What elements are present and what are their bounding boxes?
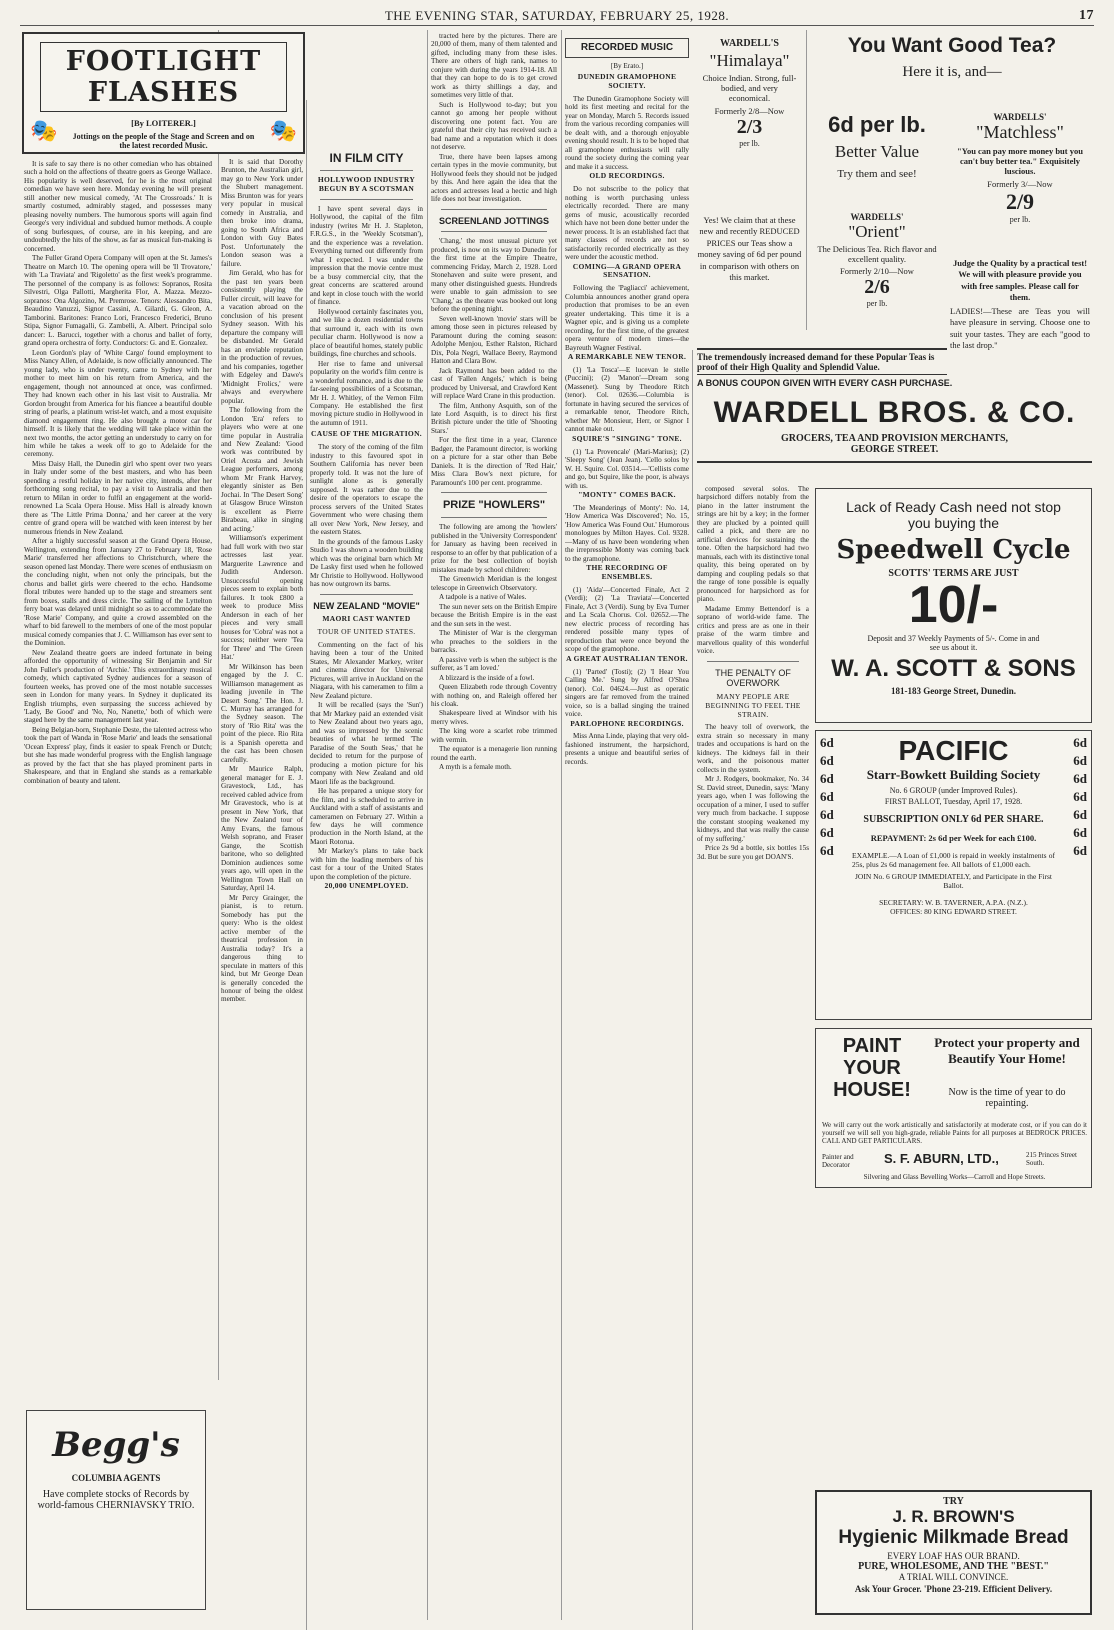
paragraph: Shakespeare lived at Windsor with his merry wives. [431,709,557,726]
wardell-bros-sub: GROCERS, TEA AND PROVISION MERCHANTS, [780,433,1009,444]
paragraph: Do not subscribe to the policy that nothing is worth purchasing unless electrically recorded. There are many gems of music, acoustically recorded which have not been done better under the newer process. It is an established fact that many classes of records are not so satisfactorily recorded electrically as they were under the acoustic method. [565,185,689,262]
paragraph: The heavy toll of overwork, the extra strain so necessary in many trades and occupations is hard on the kidneys. The kidneys fail in their work, and the poisonous matter collects in the system. [697,723,809,774]
pacific-join: JOIN No. 6 GROUP IMMEDIATELY, and Participate in the First Ballot. [855,872,1052,890]
browns-pure: PURE, WHOLESOME, AND THE "BEST." [858,1561,1049,1572]
speedwell-deposit: Deposit and 37 Weekly Payments of 5/-. Come in and see us about it. [867,634,1040,652]
subheading: A REMARKABLE NEW TENOR. [567,352,687,362]
orient-price: 2/6 [864,276,890,298]
sixd: 6d [1073,771,1087,786]
paragraph: Jack Raymond has been added to the cast of 'Fallen Angels,' which is being produced by Universal, and Crawford Kent will replace Ward Crane in this production. [431,366,557,401]
paragraph: The film, Anthony Asquith, son of the late Lord Asquith, is to direct his first British picture under the title of 'Shooting Stars.' [431,401,557,435]
sixd: 6d [820,825,834,840]
paragraph: In the grounds of the famous Lasky Studio I was shown a wooden building which was the original barn which Mr De Lasky first used when he followed Mr Christie to Hollywood. Hollywood has now outgrown its barns. [310,537,423,589]
matchless-ad [950,112,1090,224]
recorded-byline: [By Erato.] [610,61,644,70]
speedwell-lack: Lack of Ready Cash need not stop you buying the [846,499,1061,531]
sixd: 6d [1073,735,1087,750]
divider [707,661,799,662]
good-tea-sub: Here it is, and— [902,64,1002,80]
page-number: 17 [1079,8,1094,23]
himalaya-name: "Himalaya" [709,51,790,70]
divider [441,231,547,232]
browns-try: TRY [943,1496,964,1507]
beggs-ad [26,1410,206,1610]
paragraph: Miss Anna Linde, playing that very old-fashioned instrument, the harpsichord, presents a unique and beautiful series of records. [565,732,689,766]
scott-sons: W. A. SCOTT & SONS [831,655,1076,682]
nz-movie-heading: NEW ZEALAND "MOVIE" [313,600,420,611]
mask-icon: 🎭 [30,118,58,143]
orient-brand: WARDELLS' [850,212,904,222]
pacific-sixd-right [1061,735,1087,859]
beggs-body: Have complete stocks of Records by world-famous CHERNIAVSKY TRIO. [37,1489,195,1511]
column-rule [806,30,807,330]
paragraph: The Greenwich Meridian is the longest telescope in Greenwich Observatory. [431,575,557,592]
paragraph: New Zealand theatre goers are indeed fortunate in being afforded the opportunity of witnessing Sir Benjamin and Sir John Fuller's production of 'Archie.' This extraordinary musical comedy, which captivated Sydney audiences for a season of fourteen weeks, has proved one of the most notable successes seen in London for many years. In Sydney it duplicated its English triumphs, even surpassing the success achieved by 'Lady, Be Good' and 'No, No, Nanette,' both of which were staged here by the same management last year. [24,648,212,725]
sixd: 6d [1073,753,1087,768]
wardell-bros-name: WARDELL BROS. & CO. [713,396,1076,429]
browns-name: J. R. BROWN'S [892,1507,1015,1526]
mask-icon: 🎭 [269,118,297,143]
column-rule [692,350,693,1630]
orient-formerly: Formerly 2/10—Now [840,266,914,276]
himalaya-desc: Choice Indian. Strong, full-bodied, and very economical. [702,73,797,103]
subheading: DUNEDIN GRAMOPHONE SOCIETY. [577,72,677,91]
demand-text: The tremendously increased demand for these Popular Teas is proof of their High Quality and Splendid Value. [697,348,947,375]
paragraph: Mr Maurice Ralph, general manager for E. J. Gravestock, Ltd., has received cabled advice from Mr Gravestock, who is at present in New York, that the New Zealand tour of Amy Evans, the famous Welsh soprano, and Fraser Gange, the Scottish baritone, who so delighted Dominion audiences some years ago, will open in the Wellington Town Hall on Saturday, April 14. [221,765,303,893]
paragraph: The story of the coming of the film industry to this favoured spot in Southern California has never been properly told. It was not the lure of sunlight alone as is generally supposed. It was rather due to the desire of the operators to escape the process servers of the United States Government who were chasing them all over New York, New Jersey, and the eastern States. [310,443,423,537]
footlight-tagline: Jottings on the people of the Stage and Screen and on the latest recorded Music. [72,132,255,150]
penalty-subheading: MANY PEOPLE ARE BEGINNING TO FEEL THE STRAIN. [705,691,801,719]
pacific-repay: REPAYMENT: 2s 6d per Week for each £100. [870,833,1037,843]
recorded-music-heading: RECORDED MUSIC [565,38,689,58]
column-6 [697,485,809,1615]
paragraph: 'The Meanderings of Monty': No. 14, 'How America Was Discovered'; No. 15, 'How America Was Found Out.' Humorous monologues by Milton Hayes. Col. 9328.—Many of us have been wondering when the irrepressible Monty was coming back to the gramophone. [565,503,689,563]
subheading: THE RECORDING OF ENSEMBLES. [586,563,668,582]
column-2-paragraphs [221,158,303,1598]
paragraph: composed several solos. The harpsichord differs notably from the piano in the latter instrument the strings are hit by a key; in the former they are plucked by a pointed quill called a pick, and there are no artificial devices for sustaining the tone. Often the harpsichord had two manuals, each with its distinctive tonal quality, this being operated on by damping and coupling pedals so that the range of tone possible is equally pronounced for harpsichord as for piano. [697,485,809,604]
paragraph: I have spent several days in Hollywood, the capital of the film industry (writes Mr H. J. Stapleton, F.R.G.S., in the 'Weekly Scotsman'), and the experience was a revelation. Everything turned out differently from what I expected. I was under the impression that the movie centre must be a busy commercial city, that the great concerns are scattered around and kept in close touch with the world of finance. [310,204,423,307]
orient-name: "Orient" [848,222,906,241]
paragraph: It will be recalled (says the 'Sun') that Mr Markey paid an extended visit to New Zealand about two years ago, and was so impressed by the scenic beauties of what he termed 'The Paradise of the South Seas,' that he decided to return for the purpose of producing a motion picture for his company with New Zealand and old Maori life as the background. [310,701,423,786]
browns-product: Hygienic Milkmade Bread [838,1527,1069,1548]
subheading: COMING—A GRAND OPERA SENSATION. [572,261,682,280]
sixd: 6d [820,753,834,768]
orient-unit: per lb. [866,299,888,308]
paragraph: The Minister of War is the clergyman who preaches to the soldiers in the barracks. [431,629,557,655]
paragraph: Mr Markey's plans to take back with him the leading members of his cast for a tour of the United States upon the completion of the picture. [310,847,423,881]
paint-now: Now is the time of year to do repainting. [948,1087,1066,1109]
matchless-price: 2/9 [1005,189,1035,214]
sixd: 6d [820,789,834,804]
paragraph: A blizzard is the inside of a fowl. [439,673,535,682]
paragraph: Miss Daisy Hall, the Dunedin girl who spent over two years in Italy under some of the best masters, and who has been spending a restful holiday in her native city, intends, after her forthcoming song recital, to pay a visit to Australia and then return to Milan in order to fulfil an engagement at the world-renowned La Scala Opera House. Miss Hall is already known there as 'The Little Prima Donna,' and her career at the very centre of grand opera will be watched with keen interest by her numerous friends in New Zealand. [24,459,212,536]
matchless-name: "Matchless" [976,122,1064,142]
try-them: Try them and see! [837,168,917,180]
bonus-coupon: A BONUS COUPON GIVEN WITH EVERY CASH PURCHASE. [697,378,953,388]
good-tea-ad [812,34,1092,104]
sixd: 6d [1073,843,1087,858]
paragraph: It is safe to say there is no other comedian who has obtained such a hold on the affections of theatre goers as George Wallace. His popularity is well deserved, for he is the most original comedian we have seen here. Monday evening he will present still another new musical comedy, 'At The Crossroads.' It is smartly costumed, admirably staged, and possesses many pleasing novelty numbers. The humorous sports will again find George's very individual and subdued humor methods. A couple of song burlesques, of course, are in his keeping, and are undoubtedly the hits of the show, as far as musical fun-making is concerned. [24,160,212,253]
prize-howlers-heading: PRIZE "HOWLERS" [442,499,546,512]
paragraph: tracted here by the pictures. There are 20,000 of them, many of them talented and gifted, including many from these isles. There are others of high rank, names to conjure with during the years 1914-18. All that they can hope to do is to get crowd work as thirty shillings a day, and sometimes very little of that. [431,32,557,100]
subheading: PARLOPHONE RECORDINGS. [570,718,684,728]
speedwell-price: 10/- [908,576,999,634]
divider [320,170,413,171]
himalaya-ad [697,34,802,184]
footlight-flashes-header [22,32,305,154]
orient-desc: The Delicious Tea. Rich flavor and excellent quality. [817,244,937,264]
paragraph: Such is Hollywood to-day; but you cannot go among her people without discovering one potent fact. You are grateful that their city has received such a bad name and a reputation which it does not deserve. [431,100,557,152]
orient-ad [812,212,942,308]
browns-ask: Ask Your Grocer. 'Phone 23-219. Efficient Delivery. [854,1584,1053,1594]
himalaya-unit: per lb. [739,139,760,148]
pacific-sub: Starr-Bowkett Building Society [866,767,1041,782]
paragraph: Leon Gordon's play of 'White Cargo' found employment to Miss Nancy Allen, of Adelaide, is now officially announced. The young lady, who is under twenty, came to Sydney with her mother to meet him on his return from America, and the engagement, though not announced at once, was confirmed. They had known each other in his last visit to Australia. Mr Gordon brought from America for his fiancee a beautiful double string of pearls, a platinum wrist-let watch, and a most exquisite diamond engagement ring. He also brought a motor car for himself. It is likely that the wedding will take place within the next two months, the actor getting an understudy to carry on for him while he takes a week off to go to Adelaide for the ceremony. [24,348,212,459]
speedwell-name: Speedwell Cycle [836,535,1071,565]
beggs-logo: Begg's [52,1425,180,1465]
cause-subheading: CAUSE OF THE MIGRATION. [311,429,422,439]
screenland-heading: SCREENLAND JOTTINGS [438,215,549,226]
browns-bread-ad [815,1490,1092,1615]
newspaper-masthead-title: THE EVENING STAR, SATURDAY, FEBRUARY 25, 1928. [384,8,730,23]
paragraph: The Dunedin Gramophone Society will hold its first meeting and recital for the year on Monday, March 5. Records issued from the various recording companies will be dealt with, and a thorough enjoyable evening should result. It is to be hoped that all gramophone enthusiasts will rally round the society during the coming year and make it a success. [565,94,689,171]
paragraph: Williamson's experiment had full work with two star actresses last year. Marguerite Lawrence and Judith Anderson. Unsuccessful opening pieces seem to explain both failures. It took £800 a week to produce Miss Anderson in each of her pieces and very small houses for 'Cobra' was not a success; neither were 'Tea for Three' and 'The Green Hat.' [221,534,303,662]
pacific-example: EXAMPLE.—A Loan of £1,000 is repaid in weekly instalments of 25s, plus 2s 6d management fee. All ballots of £1,000 each. [852,851,1055,869]
paragraph: A passive verb is when the subject is the sufferer, as 'I am loved.' [431,655,557,673]
in-film-city-heading: IN FILM CITY [329,151,404,165]
hollywood-subheading: HOLLYWOOD INDUSTRY BEGUN BY A SCOTSMAN [317,175,416,193]
pacific-sixd-left [820,735,846,859]
paragraph: (1) 'Aida'—Concerted Finale, Act 2 (Verdi); (2) 'La Traviata'—Concerted Finale, Act 3 (Verdi). Sung by Eva Turner and La Scala Chorus. Col. 02652.—The new electric process of recording has rendered possible many types of reproduction that were once beyond the scope of the gramophone. [565,586,689,654]
browns-trial: A TRIAL WILL CONVINCE. [898,1572,1009,1582]
unemployed-subheading: 20,000 UNEMPLOYED. [324,881,409,891]
subheading: SQUIRE'S "SINGING" TONE. [572,433,682,443]
paragraph: The following are among the 'howlers' published in the 'University Correspondent' for January as having been received in response to an offer by that publication of a prize for the best collection of boyish mistakes made by school children: [431,523,557,574]
speedwell-cycle-ad [815,488,1092,723]
column-rule [306,100,307,1630]
pacific-inner [852,735,1055,916]
sixd: 6d [820,735,834,750]
paragraph: A tadpole is a native of Wales. [439,593,527,602]
pacific-ballot: FIRST BALLOT, Tuesday, April 17, 1928. [884,797,1023,806]
paint-ad [815,1028,1092,1188]
judge-quality: Judge the Quality by a practical test! We will with pleasure provide you with free samples. Please call for them. [952,258,1088,303]
paint-body: We will carry out the work artistically and satisfactorily at moderate cost, or if you can do it yourself we will sell you high-grade, reliable Paints for all purposes at BEDROCK PRICES. CALL AND GET PARTICULARS. [822,1121,1087,1145]
paragraph: The king wore a scarlet robe trimmed with vermin. [431,727,557,744]
sixd: 6d [820,771,834,786]
paragraph: (1) 'La Tosca'—E lucevan le stelle (Puccini); (2) 'Manon'—Dream song (Massenet). Sung by Theodore Ritch (tenor). Col. 02636.—Columbia is fortunate in having secured the services of a remarkable tenor, Theodore Ritch, whether Mr Monsieur, Herr, or Signor I cannot make out. [565,365,689,434]
six-pence-price: 6d per lb. [828,112,926,137]
beggs-agents: COLUMBIA AGENTS [71,1473,161,1483]
sixd: 6d [1073,789,1087,804]
paragraph: (1) 'Parted' (Tosti); (2) 'I Hear You Calling Me.' Sung by Alfred O'Shea (tenor). Col. 04624.—Just as operatic singers are far removed from the trained voice, so is a ballad singing the trained voice. [565,667,689,719]
matchless-formerly: Formerly 3/—Now [987,179,1053,189]
paragraph: Madame Emmy Bettendorf is a soprano of world-wide fame. The critics and press are as one in their praise of the warm timbre and marvellous quality of this wonderful voice. [697,604,809,656]
paint-protect: Protect your property and Beautify Your Home! [934,1035,1080,1066]
matchless-desc: "You can pay more money but you can't buy better tea." Exquisitely luscious. [957,146,1083,176]
pacific-offices: OFFICES: 80 KING EDWARD STREET. [890,907,1017,916]
paragraph: After a highly successful season at the Grand Opera House, Wellington, extending from January 27 to February 18, 'Rose Marie' transferred her affections to Christchurch, where the season opened last Monday. There were scenes of enthusiasm on the concluding night, when not only the principals, but the chorus and ballet girls were cheered to the echo. Handsome floral tributes were handed up to the stage and streamers sent from boxes, stalls and dress circle. The sailing of the Lyttelton ferry boat was delayed until midnight so as to accommodate the 'Rose Marie' Company, and quite a crowd assembled on the wharf to bid farewell to the members of one of the most popular musical comedy companies that J. C. Williamson has ever sent to the Dominion. [24,537,212,648]
paragraph: For the first time in a year, Clarence Badger, the Paramount director, is working on a picture for a star other than Bebe Daniels. It is the direction of 'Red Hair,' Miss Clara Bow's next picture, for Paramount's 100 per cent. programme. [431,436,557,487]
paragraph: Queen Elizabeth rode through Coventry with nothing on, and Raleigh offered her his cloak. [431,683,557,708]
paragraph: Being Belgian-born, Stephanie Deste, the talented actress who took the part of Wanda in 'Rose Marie' and leads the sensational 'Ocean Express' play, finds it easier to speak French or Dutch; but she has made wonderful progress with the English language as proved by the fact that she has played prominent parts in Shakespeare, and that in England she stands as a remarkable combination of beauty and talent. [24,725,212,785]
paragraph: It is said that Dorothy Brunton, the Australian girl, may go to New York under the Shubert management. Miss Brunton was for years very popular in musical comedy in Australia, and then broke into drama, going to South Africa and London with Guy Bates Post. Unfortunately the London season was a failure. [221,158,303,268]
paragraph: Mr Wilkinson has been engaged by the J. C. Williamson management as leading juvenile in 'The Desert Song.' The Hon. J. C. Murray has arranged for the Sydney season. The story of 'Rio Rita' was the point of the piece. Rio Rita is a Spanish operetta and the cast has been chosen carefully. [221,662,303,764]
himalaya-price: 2/3 [736,116,763,138]
divider [441,492,547,493]
paragraph: The equator is a menagerie lion running round the earth. [431,745,557,762]
paragraph: Commenting on the fact of his having been a tour of the United States, Mr Alexander Markey, writer and cinema director for Universal Pictures, will arrive in Auckland on the Niagara, with his cameramen to film a New Zealand picture. [310,640,423,700]
himalaya-formerly: Formerly 2/8—Now [714,106,785,116]
paragraph: Mr J. Rodgers, bookmaker, No. 34 St. David street, Dunedin, says: 'Many years ago, when I was following the occupation of a miner, I used to suffer very much from backache. I suppose the constant stooping weakened my kidneys, and that was really the cause of my suffering.' [697,775,809,843]
subheading: "MONTY" COMES BACK. [578,490,676,500]
paragraph: Hollywood certainly fascinates you, and we like a dozen residential towns that surround it, each with its own peculiar charm. Hollywood is now a place of beautiful homes, stately public buildings, fine churches and schools. [310,307,423,359]
divider [320,594,413,595]
paragraph: The sun never sets on the British Empire because the British Empire is in the east and the sun sets in the west. [431,602,557,628]
pacific-secretary: SECRETARY: W. B. TAVERNER, A.P.A. (N.Z.). [879,898,1028,907]
paragraph: The Fuller Grand Opera Company will open at the St. James's Theatre on March 10. The opening opera will be 'Il Trovatore,' with 'La Traviata' and 'Rigoletto' as the first week's programme. The personnel of the company is as follows: Sopranos, Rosita Silvestri, Olga Pallotti, Margherita Flor, A. Mazza. Mezzo-sopranos: Ona Algozino, M. Premrose. Tenors: Alessandro Bita, Beaudino Vanuzzi, Signor Cassini, A. Gilardi, G. Gleon, A. Tamborini. Baritones: Franco Lori, Francesco Frederici, Bruno Stipa, Signor Fumagalli, G. Zambelli, A. Albert. Principal solo dancer: L. Barucci, together with a chorus and ballet of forty, grand opera orchestra of forty. Conductors: G. and E. Gonzalez. [24,254,212,348]
divider [320,199,413,200]
column-5 [565,32,689,1612]
six-pence-block [812,112,942,180]
wardell-bros-block [697,396,1092,463]
paragraph: (1) 'La Provencale' (Mari-Marius); (2) 'Sleepy Song' (Jean Jean). 'Cello solos by W. H. Squire. Col. 03514.—'Cellists come and go, but Squire, like the poor, is always with us. [565,447,689,490]
paragraph: True, there have been lapses among certain types in the movie community, but Hollywood feels they should not be judged by this. And here again the idea that the actors and actresses lead a hectic and high life does not bear investigation. [431,152,557,204]
masthead [20,8,1094,26]
wardell-bros-street: GEORGE STREET. [850,444,939,455]
aburn-firm: S. F. ABURN, LTD., [884,1151,999,1166]
paragraph: Following the 'Pagliacci' achievement, Columbia announces another grand opera production that promises to be an even greater undertaking. This time it is a Wagner epic, and is giving us a complete recording, for the first time, of the greatest opera venture of modern times—the Bayreuth Wagner Festival. [565,284,689,352]
paragraph: 'Chang,' the most unusual picture yet produced, is now on its way to Dunedin for the first time at the Empire Theatre, commencing Friday, March 2, 1928. Lord Stonehaven and suite were present, and many other distinguished guests. Hundreds were unable to gain admission to see 'Chang,' as the theatre was booked out long before the opening night. [431,237,557,314]
matchless-unit: per lb. [1009,215,1031,224]
column-rule [561,30,562,1620]
speedwell-terms: SCOTTS' TERMS ARE JUST [888,568,1019,579]
aburn-silvering: Silvering and Glass Bevelling Works—Carroll and Hope Streets. [863,1173,1046,1181]
yes-claim: Yes! We claim that at these new and recently REDUCED PRICES our Teas show a money saving of 6d per pound in comparison with others on this market. [697,215,802,283]
footlight-title: FOOTLIGHT FLASHES [40,42,287,112]
penalty-heading: THE PENALTY OF OVERWORK [715,667,791,689]
pacific-ad [815,730,1092,1020]
divider [441,209,547,210]
subheading: A GREAT AUSTRALIAN TENOR. [566,653,688,663]
sixd: 6d [820,843,834,858]
sixd: 6d [1073,807,1087,822]
pacific-subscription: SUBSCRIPTION ONLY 6d PER SHARE. [863,814,1044,825]
paint-your-house: PAINT YOUR HOUSE! [833,1035,911,1101]
column-1 [24,160,212,1350]
maori-subheading: MAORI CAST WANTED [322,614,411,624]
paint-painter: Painter and Decorator [822,1153,854,1169]
better-value: Better Value [834,142,920,161]
divider [441,517,547,518]
sixd: 6d [1073,825,1087,840]
paragraph: The following from the London 'Era' refers to players who were at one time popular in Australia and New Zealand: 'Good work was contributed by Oriel Acosta and Jewish League performers, among whom Mr Frank Harvey, elegantly sinister as Ben Jochai. In 'The Desert Song' at Glasgow Bruce Winston is excellent as Pierre Birabeau, alike in singing and acting.' [221,406,303,533]
paragraph: Seven well-known 'movie' stars will be among those seen in pictures released by Paramount during the coming season: Adolphe Menjou, Esther Ralston, Richard Dix, Pola Negri, Wallace Beery, Raymond Hatton and Clara Bow. [431,314,557,366]
sixd: 6d [820,807,834,822]
paragraph: Mr Percy Grainger, the pianist, is to return. Somebody has put the query: Who is the oldest active member of the theatrical profession in Australia today? It's a dangerous thing to speculate in matters of this kind, but Mr George Dean is generally conceded the honour of being the oldest member. [221,893,303,1004]
ladies-note: LADIES!—These are Teas you will have pleasure in serving. Choose one to suit your tastes. They are each "good to the last drop." [950,306,1090,351]
footlight-byline: [By LOITERER.] [131,118,196,128]
paragraph: A myth is a female moth. [439,763,512,772]
browns-every: EVERY LOAF HAS OUR BRAND. [887,1551,1020,1561]
paragraph: Her rise to fame and universal popularity on the world's film centre is a wonderful romance, and is due to the far-seeing possibilities of a Scotsman, Mr H. J. Whitley, of the Vernon Film Company. He established the first moving picture studio in Hollywood in the autumn of 1911. [310,359,423,427]
column-3 [310,145,423,1615]
good-tea-headline: You Want Good Tea? [847,34,1057,57]
aburn-address: 215 Princes Street South. [1026,1151,1077,1167]
himalaya-brand: WARDELL'S [720,38,779,49]
column-4 [431,32,557,1612]
subheading: OLD RECORDINGS. [589,171,665,181]
paragraph: He has prepared a unique story for the film, and is scheduled to arrive in Auckland with a staff of assistants and cameramen on February 27. Within a few days he will commence production in the North Island, at the Maori Rotorua. [310,787,423,846]
pacific-group: No. 6 GROUP (under Improved Rules). [889,786,1018,795]
scott-address: 181-183 George Street, Dunedin. [890,686,1017,696]
column-rule [427,30,428,1620]
column-rule [218,30,219,1380]
tour-subheading: TOUR OF UNITED STATES. [317,626,416,636]
pacific-name: PACIFIC [898,735,1009,766]
matchless-brand: WARDELLS' [993,112,1047,122]
paragraph: Jim Gerald, who has for the past ten years been consistently playing the Fuller circuit, will leave for a vacation abroad on the conclusion of his present Sydney season. With his departure the company will be disbanded. Mr Gerald has an enviable reputation in the production of revues, and his companies, together with Edgeley and Dawe's 'Midnight Frolics,' were always and everywhere popular. [221,269,303,405]
paragraph: Price 2s 9d a bottle, six bottles 15s 3d. But be sure you get DOAN'S. [697,844,809,861]
